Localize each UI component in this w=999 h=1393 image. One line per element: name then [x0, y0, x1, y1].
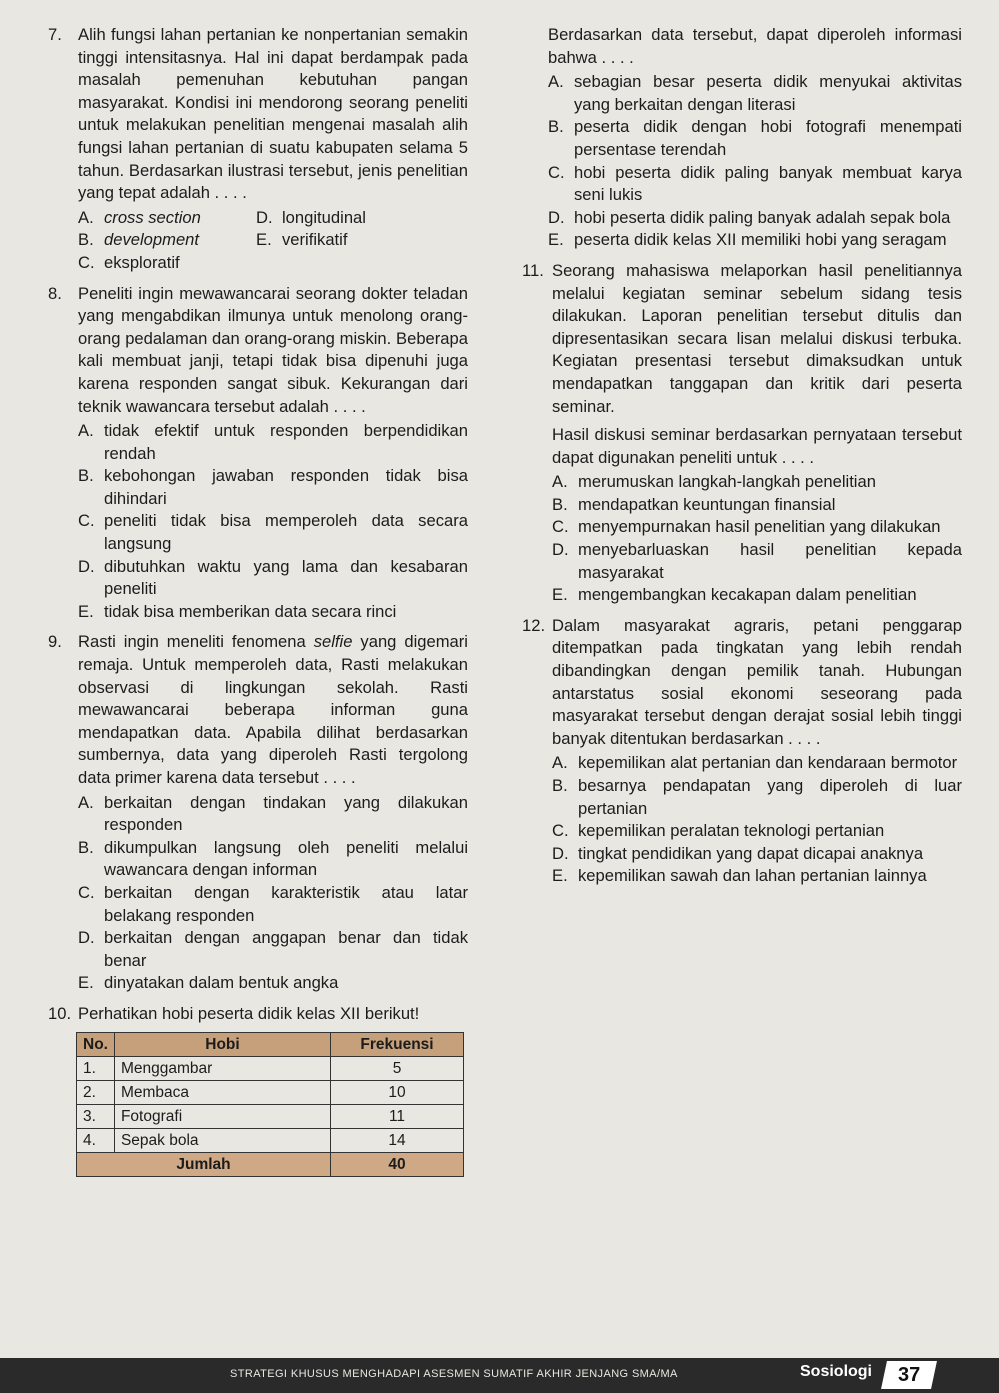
question-7 — [48, 24, 468, 275]
option-b[interactable]: B. peserta didik dengan hobi fotografi menempati persentase terendah — [548, 117, 962, 159]
hobby-table — [76, 1032, 464, 1177]
table-row: 3. Fotografi 11 — [77, 1104, 464, 1128]
option-a[interactable]: A. cross section — [78, 207, 201, 227]
option-d[interactable]: D. longitudinal — [256, 207, 366, 227]
question-12 — [522, 615, 962, 888]
subject-label: Sosiologi — [800, 1363, 872, 1380]
table-row: 2. Membaca 10 — [77, 1080, 464, 1104]
question-text: Seorang mahasiswa melaporkan hasil penelitiannya melalui kegiatan seminar sebelum sidang tesis dilakukan. Laporan penelitian tersebut ditulis dan dipresentasikan secara lisan melalui diskusi terbuka. Kegiatan presentasi tersebut dimaksudkan untuk mendapatkan tanggapan dan kritik dari peserta seminar. — [552, 260, 962, 416]
option-c[interactable]: C. menyempurnakan hasil penelitian yang dilakukan — [552, 517, 941, 537]
option-a[interactable]: A. berkaitan dengan tindakan yang dilakukan responden — [78, 792, 468, 835]
table-row: 4. Sepak bola 14 — [77, 1128, 464, 1152]
question-10 — [48, 1003, 468, 1177]
question-text-2: Hasil diskusi seminar berdasarkan pernyataan tersebut dapat digunakan peneliti untuk . . . . — [552, 425, 962, 467]
option-b[interactable]: B. kebohongan jawaban responden tidak bisa dihindari — [78, 466, 468, 508]
footer-title: STRATEGI KHUSUS MENGHADAPI ASESMEN SUMATIF AKHIR JENJANG SMA/MA — [230, 1368, 678, 1380]
question-11 — [522, 260, 962, 607]
option-d[interactable]: D. hobi peserta didik paling banyak adalah sepak bola — [548, 207, 951, 227]
options — [552, 752, 962, 888]
question-text: Dalam masyarakat agraris, petani penggarap ditempatkan pada tingkatan yang lebih rendah dibandingkan dengan pemilik tanah. Hubungan antarstatus sosial ekonomi seseorang pada masyarakat tersebut dengan derajat sosial lebih tinggi banyak ditentukan berdasarkan . . . . — [552, 615, 962, 748]
option-b[interactable]: B. development — [78, 230, 200, 250]
question-text: Rasti ingin meneliti fenomena selfie yang digemari remaja. Untuk memperoleh data, Rasti melakukan observasi di lingkungan sekolah. Rasti mewawancarai beberapa informan guna mendapatkan data. Apabila dilihat berdasarkan sumbernya, data yang diperoleh Rasti tergolong data primer karena data tersebut . . . . — [78, 632, 468, 787]
question-number: 9. — [48, 632, 62, 652]
option-e[interactable]: E. tidak bisa memberikan data secara rinci — [78, 601, 397, 621]
option-d[interactable]: D. tingkat pendidikan yang dapat dicapai anaknya — [552, 843, 924, 863]
option-d[interactable]: D. menyebarluaskan hasil penelitian kepada masyarakat — [552, 540, 962, 582]
question-9 — [48, 631, 468, 995]
option-c[interactable]: C. peneliti tidak bisa memperoleh data secara langsung — [78, 511, 468, 554]
options — [78, 792, 468, 995]
options — [78, 207, 468, 275]
question-number: 7. — [48, 25, 62, 44]
question-10-continued — [522, 24, 962, 252]
question-lead: Berdasarkan data tersebut, dapat diperoleh informasi bahwa . . . . — [548, 25, 962, 67]
options — [552, 471, 962, 607]
right-column — [522, 24, 962, 896]
table-header-row: No. Hobi Frekuensi — [77, 1032, 464, 1056]
option-c[interactable]: C. eksploratif — [78, 252, 180, 272]
option-e[interactable]: E. kepemilikan sawah dan lahan pertanian lainnya — [552, 866, 927, 886]
option-a[interactable]: A. merumuskan langkah-langkah penelitian — [552, 472, 876, 492]
question-number: 10. — [48, 1003, 72, 1023]
option-b[interactable]: B. besarnya pendapatan yang diperoleh di luar pertanian — [552, 776, 962, 818]
page-number: 37 — [881, 1361, 937, 1389]
table-total-row: Jumlah 40 — [77, 1152, 464, 1176]
options — [548, 71, 962, 252]
page-footer — [0, 1358, 999, 1393]
option-c[interactable]: C. kepemilikan peralatan teknologi pertanian — [552, 821, 885, 841]
question-text: Alih fungsi lahan pertanian ke nonpertanian semakin tinggi intensitasnya. Hal ini dapat berdampak pada masalah pemenuhan kebutuhan pangan masyarakat. Kondisi ini mendorong seorang peneliti untuk melakukan penelitian mengenai masalah alih fungsi lahan pertanian di suatu kabupaten selama 5 tahun. Berdasarkan ilustrasi tersebut, jenis penelitian yang tepat adalah . . . . — [78, 25, 468, 203]
question-number: 12. — [522, 615, 546, 635]
option-d[interactable]: D. berkaitan dengan anggapan benar dan tidak benar — [78, 928, 468, 970]
table-row: 1. Menggambar 5 — [77, 1056, 464, 1080]
question-8 — [48, 283, 468, 624]
option-e[interactable]: E. mengembangkan kecakapan dalam penelitian — [552, 585, 917, 605]
option-e[interactable]: E. verifikatif — [256, 230, 348, 250]
question-number: 8. — [48, 283, 62, 303]
question-number: 11. — [522, 260, 544, 280]
question-text: Peneliti ingin mewawancarai seorang dokter teladan yang mengabdikan ilmunya untuk menolong orang-orang pedalaman dan orang-orang miskin. Beberapa kali membuat janji, tetapi tidak bisa dipenuhi juga karena responden sangat sibuk. Kekurangan dari teknik wawancara tersebut adalah . . . . — [78, 283, 468, 416]
option-e[interactable]: E. dinyatakan dalam bentuk angka — [78, 973, 339, 993]
option-c[interactable]: C. berkaitan dengan karakteristik atau latar belakang responden — [78, 882, 468, 925]
option-a[interactable]: A. sebagian besar peserta didik menyukai aktivitas yang berkaitan dengan literasi — [548, 72, 962, 114]
option-e[interactable]: E. peserta didik kelas XII memiliki hobi yang seragam — [548, 230, 947, 250]
left-column — [48, 24, 468, 1185]
option-a[interactable]: A. tidak efektif untuk responden berpendidikan rendah — [78, 421, 468, 463]
option-d[interactable]: D. dibutuhkan waktu yang lama dan kesabaran peneliti — [78, 556, 468, 599]
option-a[interactable]: A. kepemilikan alat pertanian dan kendaraan bermotor — [552, 753, 958, 773]
option-b[interactable]: B. mendapatkan keuntungan finansial — [552, 494, 836, 514]
options — [78, 420, 468, 623]
option-b[interactable]: B. dikumpulkan langsung oleh peneliti melalui wawancara dengan informan — [78, 837, 468, 880]
question-text: Perhatikan hobi peserta didik kelas XII berikut! — [78, 1003, 420, 1023]
option-c[interactable]: C. hobi peserta didik paling banyak membuat karya seni lukis — [548, 162, 962, 205]
